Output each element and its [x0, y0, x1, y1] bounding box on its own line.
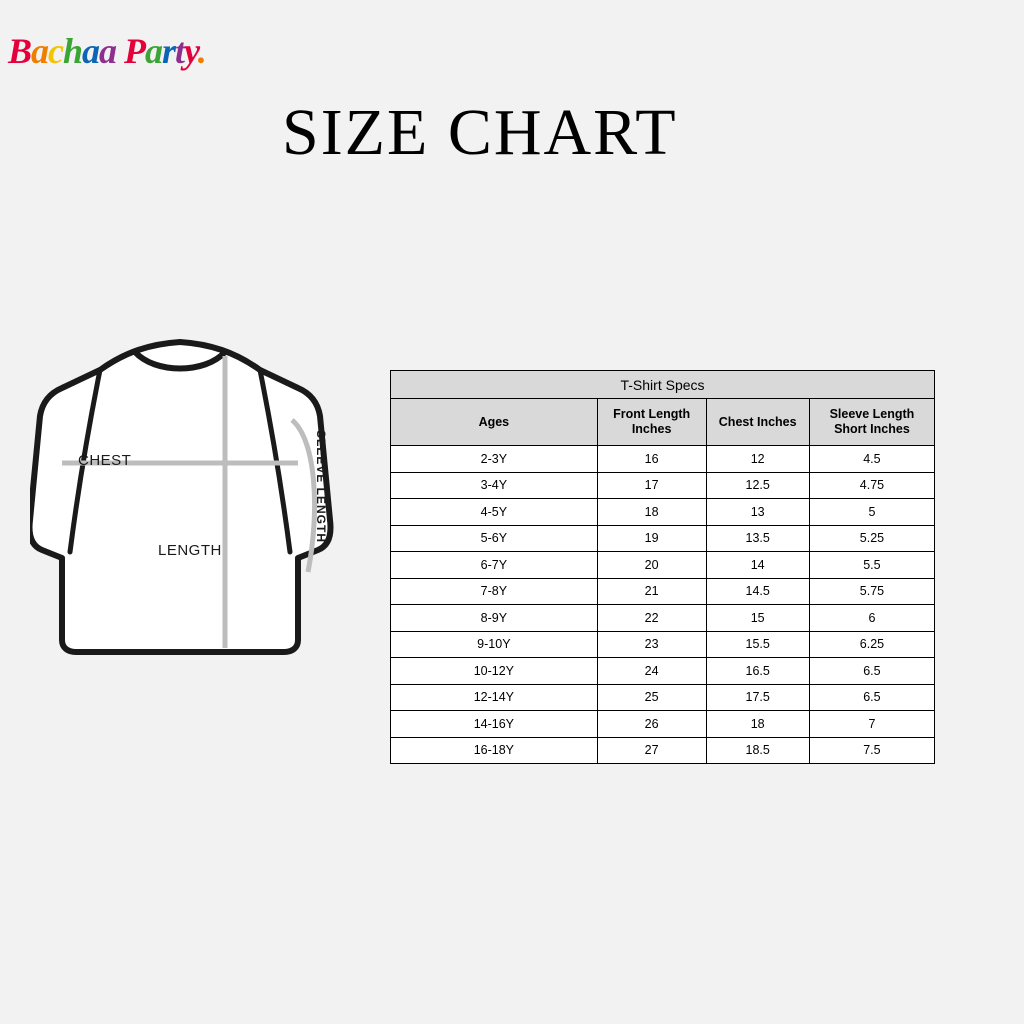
shirt-diagram	[30, 330, 380, 690]
cell-sleeve: 6.25	[809, 631, 934, 658]
cell-sleeve: 5.25	[809, 525, 934, 552]
cell-front-length: 16	[597, 446, 706, 473]
table-row	[391, 737, 935, 764]
cell-chest: 15.5	[706, 631, 809, 658]
brand-logo-text: Bachaa Party.	[8, 31, 206, 71]
cell-sleeve: 7.5	[809, 737, 934, 764]
cell-ages: 3-4Y	[391, 472, 598, 499]
cell-chest: 13.5	[706, 525, 809, 552]
cell-ages: 4-5Y	[391, 499, 598, 526]
cell-ages: 8-9Y	[391, 605, 598, 632]
cell-front-length: 22	[597, 605, 706, 632]
cell-ages: 5-6Y	[391, 525, 598, 552]
cell-ages: 7-8Y	[391, 578, 598, 605]
column-header-front-length-line1: Front Length	[613, 407, 691, 421]
column-header-sleeve-line1: Sleeve Length	[829, 407, 915, 421]
cell-chest: 18	[706, 711, 809, 738]
table-row	[391, 552, 935, 579]
cell-chest: 14.5	[706, 578, 809, 605]
column-header-front-length-line2: Inches	[631, 422, 672, 436]
table-row	[391, 472, 935, 499]
size-chart-table	[390, 370, 935, 764]
cell-ages: 6-7Y	[391, 552, 598, 579]
table-row	[391, 658, 935, 685]
cell-sleeve: 6.5	[809, 658, 934, 685]
table-row	[391, 684, 935, 711]
cell-front-length: 24	[597, 658, 706, 685]
size-chart-table-container	[390, 370, 935, 764]
cell-ages: 2-3Y	[391, 446, 598, 473]
table-row	[391, 578, 935, 605]
cell-sleeve: 7	[809, 711, 934, 738]
length-label: LENGTH	[158, 542, 222, 559]
table-body	[391, 446, 935, 764]
cell-sleeve: 5.75	[809, 578, 934, 605]
cell-chest: 14	[706, 552, 809, 579]
column-header-ages-line1: Ages	[478, 414, 510, 429]
cell-front-length: 21	[597, 578, 706, 605]
cell-sleeve: 6.5	[809, 684, 934, 711]
cell-front-length: 20	[597, 552, 706, 579]
table-row	[391, 711, 935, 738]
cell-chest: 15	[706, 605, 809, 632]
cell-sleeve: 6	[809, 605, 934, 632]
table-header-row	[391, 399, 935, 446]
table-row	[391, 446, 935, 473]
chest-label: CHEST	[78, 452, 132, 469]
cell-ages: 12-14Y	[391, 684, 598, 711]
cell-front-length: 19	[597, 525, 706, 552]
cell-chest: 18.5	[706, 737, 809, 764]
table-head	[391, 371, 935, 446]
table-row	[391, 499, 935, 526]
cell-chest: 17.5	[706, 684, 809, 711]
cell-front-length: 27	[597, 737, 706, 764]
column-header-sleeve-line2: Short Inches	[834, 422, 910, 436]
column-header-front-length	[597, 399, 706, 446]
column-header-chest	[706, 399, 809, 446]
column-header-ages	[391, 399, 598, 446]
cell-ages: 10-12Y	[391, 658, 598, 685]
cell-sleeve: 4.75	[809, 472, 934, 499]
table-row	[391, 605, 935, 632]
cell-chest: 16.5	[706, 658, 809, 685]
cell-front-length: 26	[597, 711, 706, 738]
cell-front-length: 17	[597, 472, 706, 499]
page-title: SIZE CHART	[282, 96, 678, 169]
table-row	[391, 525, 935, 552]
cell-chest: 13	[706, 499, 809, 526]
table-title: T-Shirt Specs	[391, 371, 935, 399]
column-header-sleeve	[809, 399, 934, 446]
table-row	[391, 631, 935, 658]
cell-chest: 12	[706, 446, 809, 473]
cell-ages: 14-16Y	[391, 711, 598, 738]
column-header-chest-line1: Chest Inches	[718, 414, 797, 429]
brand-logo	[8, 20, 258, 82]
cell-ages: 16-18Y	[391, 737, 598, 764]
cell-sleeve: 5.5	[809, 552, 934, 579]
cell-front-length: 25	[597, 684, 706, 711]
cell-front-length: 23	[597, 631, 706, 658]
cell-ages: 9-10Y	[391, 631, 598, 658]
sleeve-length-label: SLEEVE LENGTH	[314, 430, 328, 544]
cell-sleeve: 4.5	[809, 446, 934, 473]
table-title-row	[391, 371, 935, 399]
cell-front-length: 18	[597, 499, 706, 526]
cell-sleeve: 5	[809, 499, 934, 526]
cell-chest: 12.5	[706, 472, 809, 499]
